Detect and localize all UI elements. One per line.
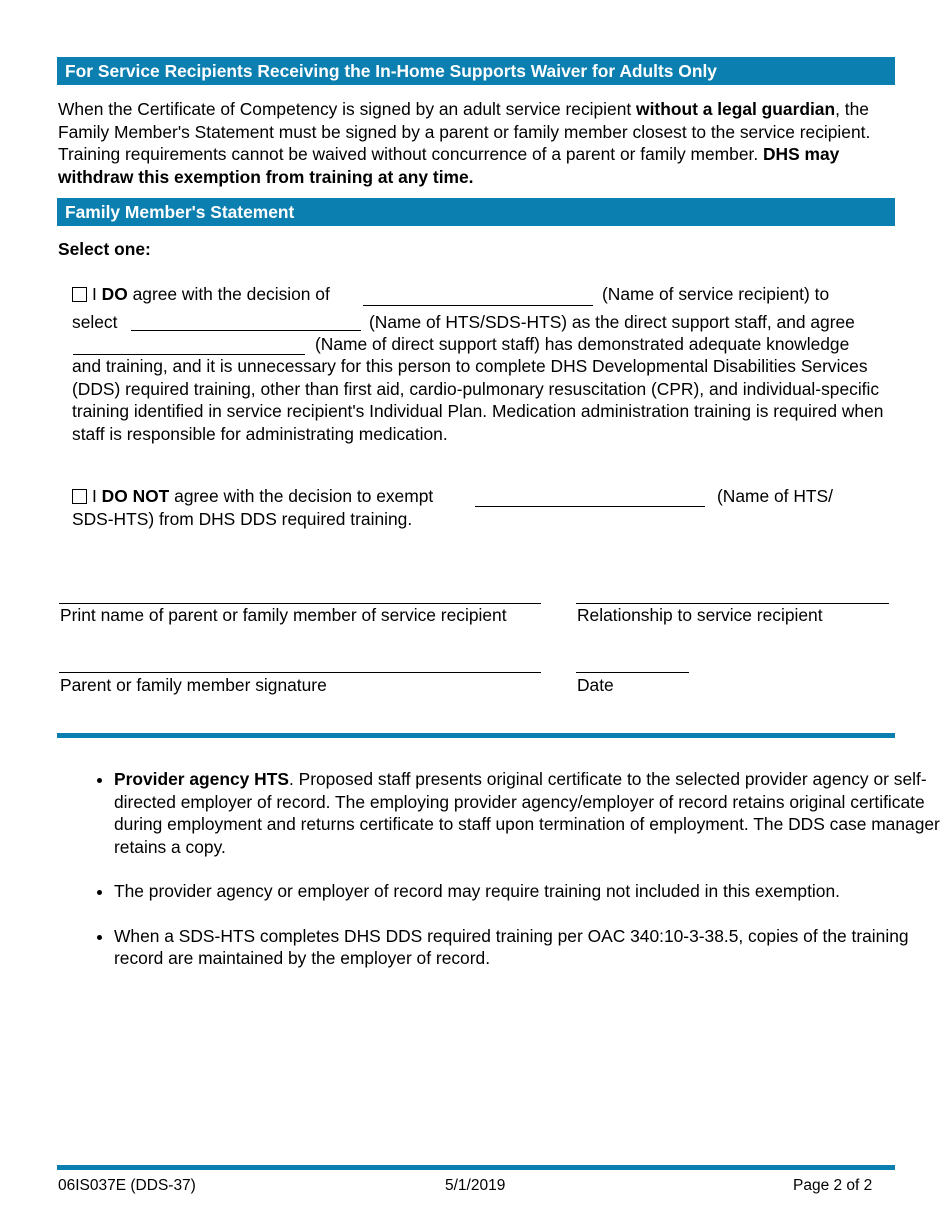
name-of-direct-support-staff-label: (Name of direct support staff) has demonstrated adequate knowledge <box>315 334 850 354</box>
section-header-waiver <box>57 57 895 85</box>
name-of-hts-label-2: (Name of HTS/ <box>717 486 833 506</box>
section-header-family-statement-text: Family Member's Statement <box>65 202 295 222</box>
signature-field[interactable] <box>59 672 541 673</box>
hts-name-field[interactable] <box>131 330 361 331</box>
note-3-text: When a SDS-HTS completes DHS DDS required training per OAC 340:10-3-38.5, copies of the training record are maintained by the employer of record. <box>114 925 909 968</box>
select-one-label: Select one: <box>58 239 151 259</box>
section-header-waiver-text: For Service Recipients Receiving the In-Home Supports Waiver for Adults Only <box>65 61 717 81</box>
option-do-not-agree-text: agree with the decision to exempt <box>169 486 434 506</box>
footer-page-number: Page 2 of 2 <box>793 1177 873 1194</box>
list-item <box>114 925 944 970</box>
intro-text-bold-guardian: without a legal guardian <box>636 99 836 119</box>
note-1-text: . Proposed staff presents original certificate to the selected provider agency or self-directed employer of record. The employing provider agency/employer of record retains original certificate during employment and returns certificate to staff upon termination of employment. The DDS case manager retains a copy. <box>114 769 940 857</box>
section-divider <box>57 733 895 738</box>
option-do-body-text: and training, and it is unnecessary for this person to complete DHS Developmental Disabilities Services (DDS) required training, other than first aid, cardio-pulmonary resuscitation (CPR), and individual-specific training identified in service recipient's Individual Plan. Medication administration training is required when staff is responsible for administrating medication. <box>72 356 884 444</box>
footer-rule <box>57 1165 895 1170</box>
signature-label: Parent or family member signature <box>60 675 327 695</box>
do-not-agree-checkbox[interactable] <box>72 489 87 504</box>
date-field[interactable] <box>576 672 689 673</box>
list-item <box>114 880 944 903</box>
option-do-not-bold: DO NOT <box>101 486 170 506</box>
option-do-bold: DO <box>101 284 128 304</box>
service-recipient-name-field[interactable] <box>363 305 593 306</box>
section-header-family-statement <box>57 198 895 226</box>
intro-text-bold-withdraw: DHS may withdraw this exemption from training at any time. <box>58 144 840 187</box>
name-of-hts-label: (Name of HTS/SDS-HTS) as the direct support staff, and agree <box>369 312 855 332</box>
print-name-label: Print name of parent or family member of service recipient <box>60 605 507 625</box>
notes-list <box>72 768 944 992</box>
option-do-agree-text: agree with the decision of <box>127 284 330 304</box>
option-do-line1 <box>72 283 330 306</box>
option-do-not-i: I <box>92 486 102 506</box>
name-of-service-recipient-label: (Name of service recipient) to <box>602 284 830 304</box>
option-do-i: I <box>92 284 102 304</box>
note-2-text: The provider agency or employer of record may require training not included in this exemption. <box>114 881 840 901</box>
list-item <box>114 768 944 858</box>
intro-text-2: , the Family Member's Statement must be signed by a parent or family member closest to the service recipient. Training requirements cannot be waived without concurrence of a parent or family member. <box>58 99 871 164</box>
exempt-hts-name-field[interactable] <box>475 506 705 507</box>
option-do-not-line2: SDS-HTS) from DHS DDS required training. <box>72 509 413 529</box>
footer-form-id: 06IS037E (DDS-37) <box>58 1177 196 1194</box>
do-agree-checkbox[interactable] <box>72 287 87 302</box>
footer-date: 5/1/2019 <box>445 1177 506 1194</box>
option-do-not-line1 <box>72 485 433 508</box>
date-label: Date <box>577 675 614 695</box>
note-1-bold: Provider agency HTS <box>114 769 289 789</box>
select-label: select <box>72 312 118 332</box>
intro-text-1: When the Certificate of Competency is signed by an adult service recipient <box>58 99 637 119</box>
relationship-label: Relationship to service recipient <box>577 605 823 625</box>
intro-paragraph <box>58 98 898 188</box>
